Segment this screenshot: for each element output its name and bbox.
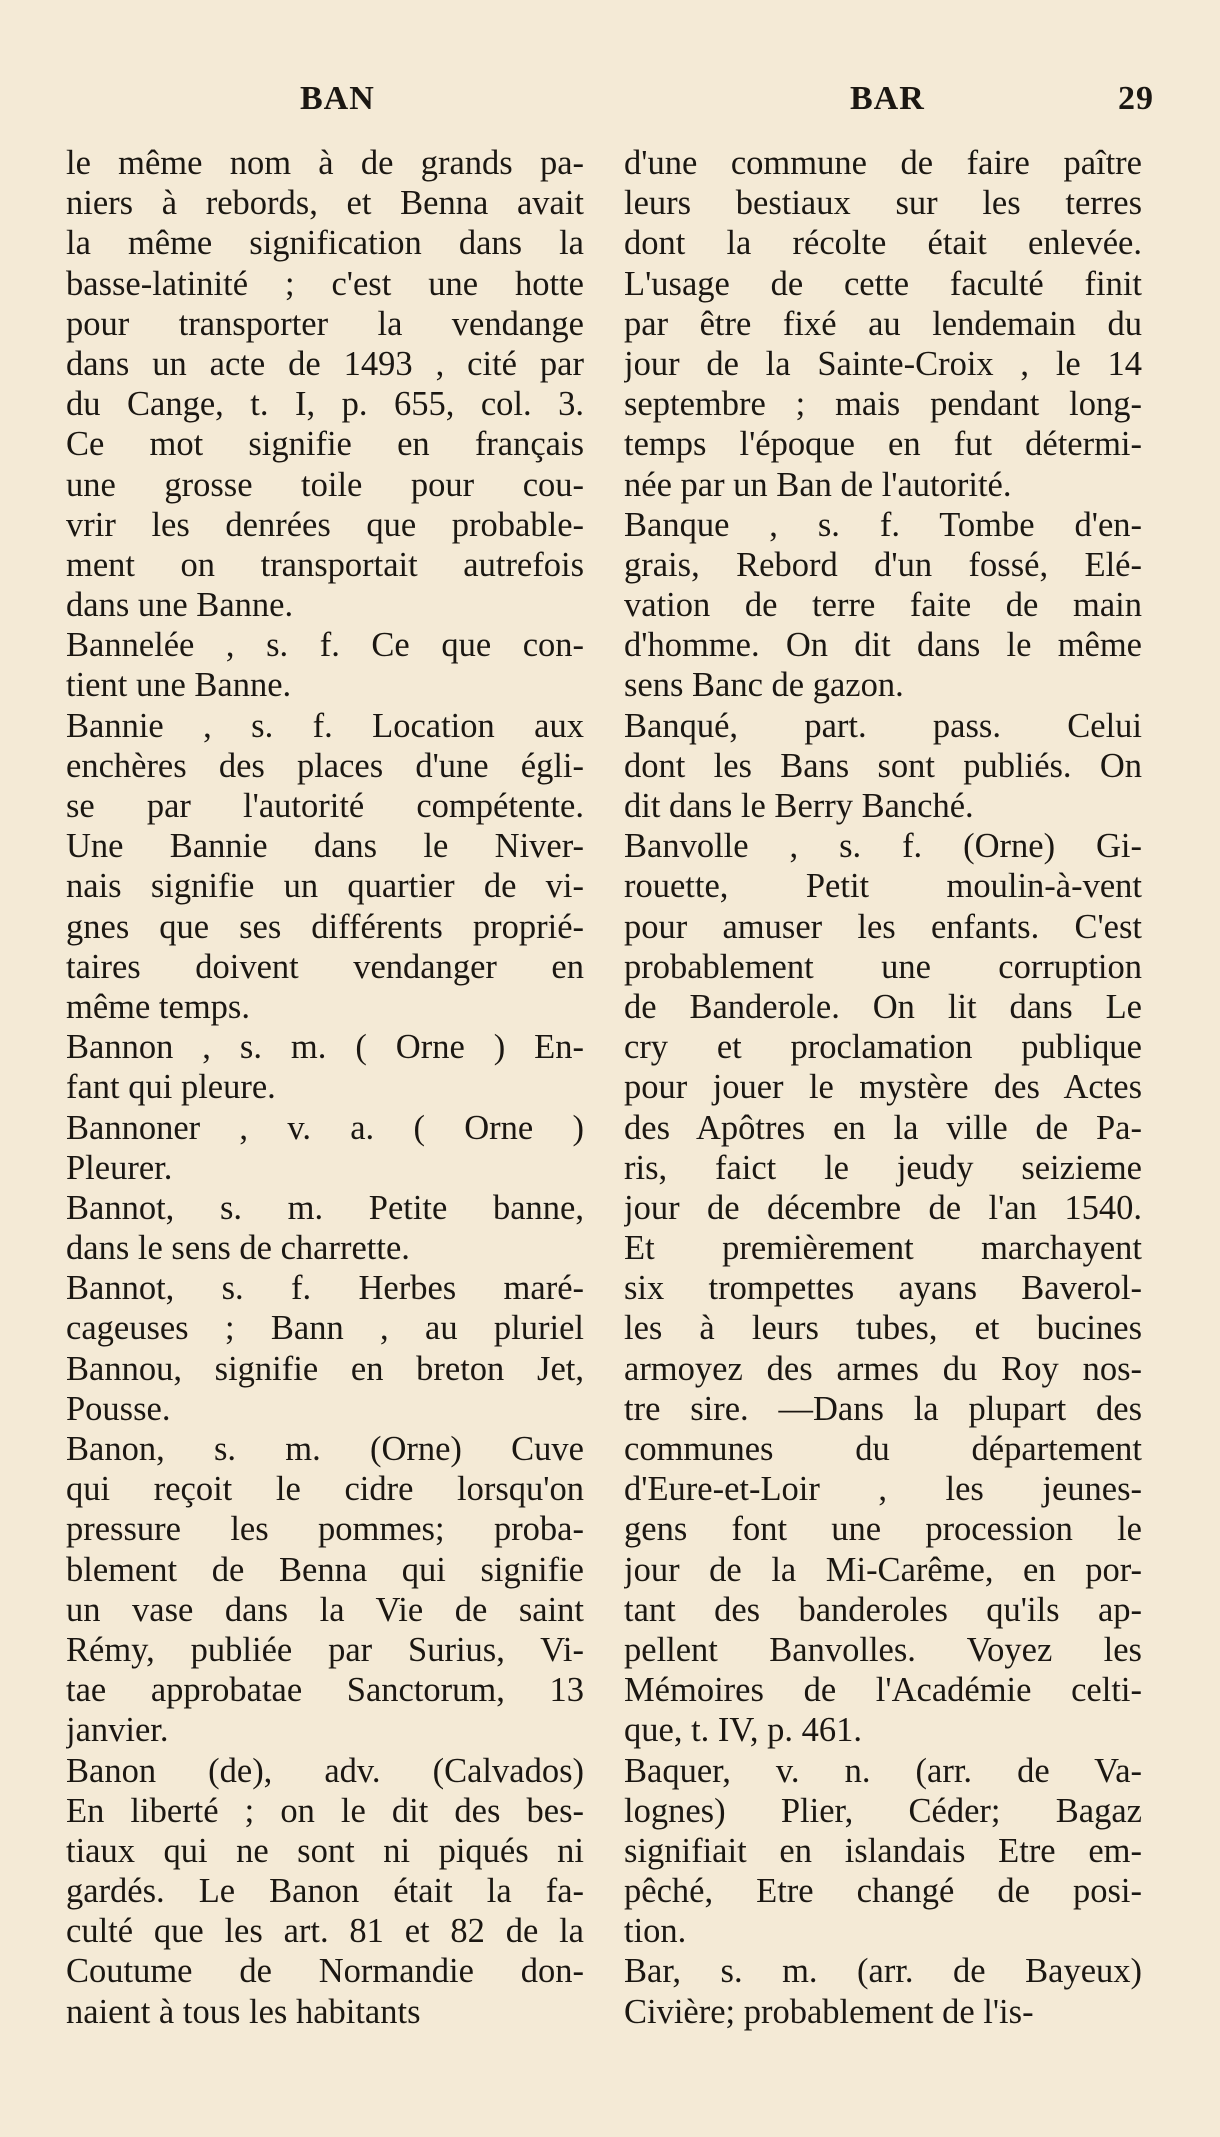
text-line: tant des banderoles qu'ils ap- xyxy=(624,1590,1142,1629)
text-line: Mémoires de l'Académie celti- xyxy=(624,1671,1142,1710)
text-line: niers à rebords, et Benna avait xyxy=(66,184,584,223)
text-line: jour de la Sainte-Croix , le 14 xyxy=(624,344,1142,383)
text-line: vation de terre faite de main xyxy=(624,586,1142,625)
left-column xyxy=(66,143,584,2032)
text-line: fant qui pleure. xyxy=(66,1068,276,1107)
text-line: d'homme. On dit dans le même xyxy=(624,626,1142,665)
text-line: Bannon , s. m. ( Orne ) En- xyxy=(66,1028,584,1067)
text-line: rouette, Petit moulin-à-vent xyxy=(624,867,1142,906)
text-line: Bannelée , s. f. Ce que con- xyxy=(66,626,584,665)
text-line: nais signifie un quartier de vi- xyxy=(66,867,584,906)
text-line: pour transporter la vendange xyxy=(66,304,584,343)
text-line: septembre ; mais pendant long- xyxy=(624,385,1142,424)
text-line: Pousse. xyxy=(66,1389,171,1428)
text-line: Bannoner , v. a. ( Orne ) xyxy=(66,1108,584,1147)
text-line: temps l'époque en fut détermi- xyxy=(624,425,1142,464)
text-line: Rémy, publiée par Surius, Vi- xyxy=(66,1630,584,1669)
text-line: dont les Bans sont publiés. On xyxy=(624,746,1142,785)
text-line: les à leurs tubes, et bucines xyxy=(624,1309,1142,1348)
text-line: six trompettes ayans Baverol- xyxy=(624,1269,1142,1308)
text-line: Banon, s. m. (Orne) Cuve xyxy=(66,1430,584,1468)
text-line: Pleurer. xyxy=(66,1148,173,1187)
text-line: communes du département xyxy=(624,1430,1142,1468)
text-line: Banqué, part. pass. Celui xyxy=(624,706,1142,745)
text-line: dit dans le Berry Banché. xyxy=(624,787,974,825)
text-line: ment on transportait autrefois xyxy=(66,545,584,584)
page-number: 29 xyxy=(1118,80,1154,117)
text-line: tient une Banne. xyxy=(66,666,292,705)
text-line: Une Bannie dans le Niver- xyxy=(66,827,584,866)
text-line: pêché, Etre changé de posi- xyxy=(624,1872,1142,1911)
text-line: que, t. IV, p. 461. xyxy=(624,1711,862,1750)
text-line: Bannie , s. f. Location aux xyxy=(66,706,584,745)
text-line: gnes que ses différents proprié- xyxy=(66,907,584,946)
text-line: signifiait en islandais Etre em- xyxy=(624,1831,1142,1870)
text-line: un vase dans la Vie de saint xyxy=(66,1590,584,1629)
text-line: culté que les art. 81 et 82 de la xyxy=(66,1912,584,1951)
text-line: Ce mot signifie en français xyxy=(66,425,584,464)
text-line: tre sire. —Dans la plupart des xyxy=(624,1389,1142,1428)
text-line: de Banderole. On lit dans Le xyxy=(624,987,1142,1026)
text-line: enchères des places d'une égli- xyxy=(66,746,584,785)
text-line: dans le sens de charrette. xyxy=(66,1229,410,1268)
text-line: dont la récolte était enlevée. xyxy=(624,224,1142,263)
text-line: janvier. xyxy=(66,1711,169,1750)
text-line: dans une Banne. xyxy=(66,586,294,625)
text-line: tiaux qui ne sont ni piqués ni xyxy=(66,1831,584,1870)
text-line: pour amuser les enfants. C'est xyxy=(624,907,1142,946)
text-line: Civière; probablement de l'is- xyxy=(624,1992,1034,2031)
text-line: gens font une procession le xyxy=(624,1510,1142,1549)
text-line: née par un Ban de l'autorité. xyxy=(624,465,1012,504)
text-line: gardés. Le Banon était la fa- xyxy=(66,1872,584,1911)
text-line: Bannou, signifie en breton Jet, xyxy=(66,1349,584,1388)
text-line: pellent Banvolles. Voyez les xyxy=(624,1630,1142,1669)
text-line: qui reçoit le cidre lorsqu'on xyxy=(66,1470,584,1509)
text-line: des Apôtres en la ville de Pa- xyxy=(624,1108,1142,1147)
text-line: du Cange, t. I, p. 655, col. 3. xyxy=(66,385,584,424)
text-line: la même signification dans la xyxy=(66,224,584,263)
text-line: cageuses ; Bann , au pluriel xyxy=(66,1309,584,1348)
text-line: Bannot, s. f. Herbes maré- xyxy=(66,1269,584,1308)
text-line: taires doivent vendanger en xyxy=(66,947,584,986)
text-line: ris, faict le jeudy seizieme xyxy=(624,1148,1142,1187)
text-line: blement de Benna qui signifie xyxy=(66,1550,584,1589)
text-line: tae approbatae Sanctorum, 13 xyxy=(66,1671,584,1710)
text-line: sens Banc de gazon. xyxy=(624,666,904,705)
text-line: jour de la Mi-Carême, en por- xyxy=(624,1550,1142,1589)
text-line: Coutume de Normandie don- xyxy=(66,1952,584,1991)
text-line: se par l'autorité compétente. xyxy=(66,787,584,825)
text-line: Banvolle , s. f. (Orne) Gi- xyxy=(624,827,1142,866)
text-line: lognes) Plier, Céder; Bagaz xyxy=(624,1791,1142,1830)
text-line: d'une commune de faire paître xyxy=(624,144,1142,182)
text-line: vrir les denrées que probable- xyxy=(66,505,584,544)
text-line: armoyez des armes du Roy nos- xyxy=(624,1349,1142,1388)
text-line: par être fixé au lendemain du xyxy=(624,304,1142,343)
running-head-center: BAR xyxy=(850,80,925,117)
text-line: L'usage de cette faculté finit xyxy=(624,264,1142,303)
text-line: grais, Rebord d'un fossé, Elé- xyxy=(624,545,1142,584)
text-line: dans un acte de 1493 , cité par xyxy=(66,344,584,383)
text-line: d'Eure-et-Loir , les jeunes- xyxy=(624,1470,1142,1509)
text-line: En liberté ; on le dit des bes- xyxy=(66,1791,584,1830)
text-line: cry et proclamation publique xyxy=(624,1028,1142,1067)
text-line: probablement une corruption xyxy=(624,947,1142,986)
text-line: pour jouer le mystère des Actes xyxy=(624,1068,1142,1107)
text-line: le même nom à de grands pa- xyxy=(66,144,584,182)
text-line: leurs bestiaux sur les terres xyxy=(624,184,1142,223)
text-line: Bar, s. m. (arr. de Bayeux) xyxy=(624,1952,1142,1991)
right-column xyxy=(624,143,1142,2032)
text-line: une grosse toile pour cou- xyxy=(66,465,584,504)
text-line: tion. xyxy=(624,1912,687,1951)
running-head-left: BAN xyxy=(300,80,375,117)
text-line: jour de décembre de l'an 1540. xyxy=(624,1188,1142,1227)
text-line: basse-latinité ; c'est une hotte xyxy=(66,264,584,303)
text-line: Banon (de), adv. (Calvados) xyxy=(66,1751,584,1790)
text-line: Banque , s. f. Tombe d'en- xyxy=(624,505,1142,544)
text-line: Bannot, s. m. Petite banne, xyxy=(66,1188,584,1227)
text-line: même temps. xyxy=(66,987,250,1026)
text-line: Baquer, v. n. (arr. de Va- xyxy=(624,1751,1142,1790)
text-line: Et premièrement marchayent xyxy=(624,1229,1142,1268)
text-line: naient à tous les habitants xyxy=(66,1992,421,2031)
text-line: pressure les pommes; proba- xyxy=(66,1510,584,1549)
